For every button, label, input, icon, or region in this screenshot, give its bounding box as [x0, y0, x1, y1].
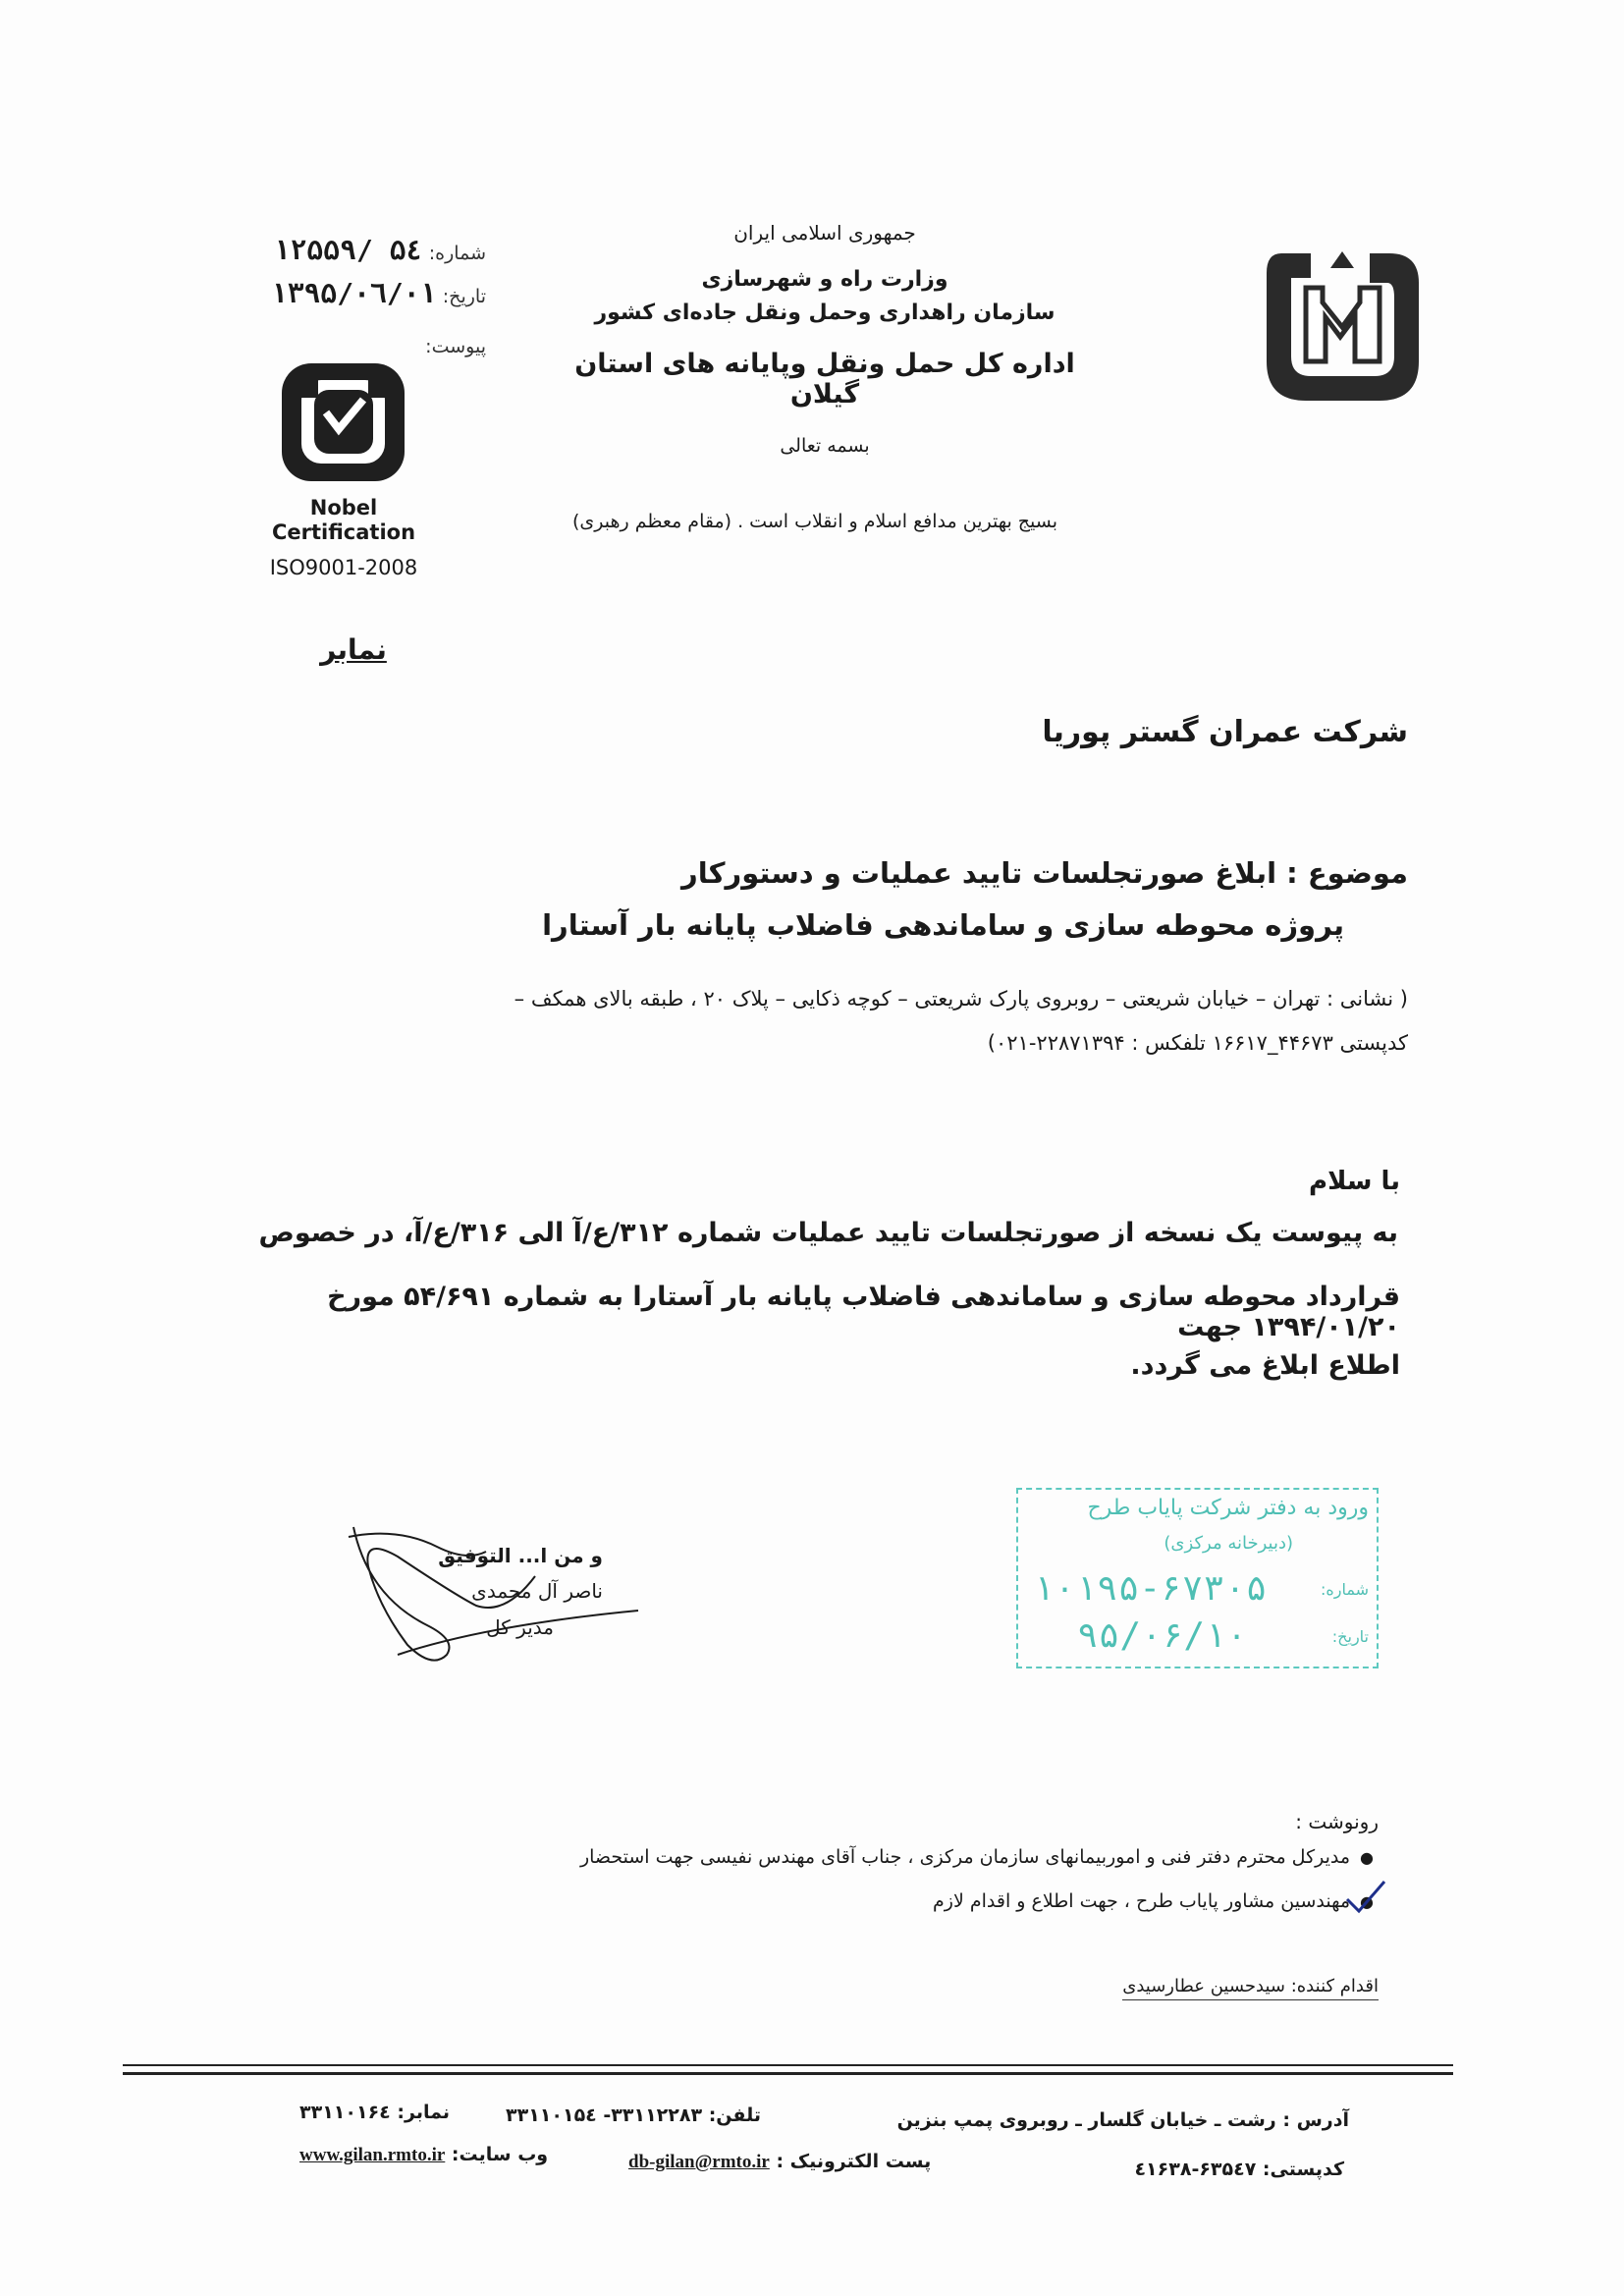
bullet-icon: ● [1360, 1892, 1374, 1911]
address-line-2: کدپستی ۴۴۶۷۳_۱۶۶۱۷ تلفکس : ۲۲۸۷۱۳۹۴-۰۲۱) [987, 1031, 1408, 1055]
nobel-brand: Nobel [309, 496, 378, 519]
footer-email [628, 2151, 931, 2173]
nobel-certification-text [265, 496, 422, 545]
footer-divider [123, 2064, 1453, 2066]
cc-item-text: مهندسین مشاور پایاب طرح ، جهت اطلاع و اقدام لازم [933, 1890, 1351, 1912]
header-ministry: وزارت راه و شهرسازی [701, 267, 948, 292]
footer-email-label: پست الکترونیک : [776, 2151, 932, 2172]
action-by: اقدام کننده: سیدحسین عطارسیدی [1122, 1976, 1379, 2000]
footer-fax: نمابر: ۳۳۱۱۰۱۶٤ [299, 2102, 450, 2123]
cc-title: رونوشت : [1295, 1810, 1379, 1833]
stamp-date-label: تاریخ: [1331, 1627, 1369, 1646]
cc-item-text: مدیرکل محترم دفتر فنی و اموربیمانهای سازمان مرکزی ، جناب آقای مهندس نفیسی جهت استحضار [579, 1846, 1351, 1868]
footer-postal: کدپستی: ۶۳۵٤۷-٤۱۶۳۸ [1134, 2159, 1344, 2180]
stamp-number-value: ۱۰۱۹۵-۶۷۳۰۵ [1033, 1568, 1268, 1609]
letter-date-value: ۱۳۹۵/۰٦/۰۱ [270, 277, 437, 309]
header-organization: سازمان راهداری وحمل ونقل جاده‌ای کشور [594, 301, 1056, 325]
checkmark-icon [1343, 1878, 1387, 1917]
stamp-date-value: ۹۵/۰۶/۱۰ [1077, 1615, 1248, 1656]
iso-standard: ISO9001-2008 [269, 556, 418, 579]
cc-item [933, 1890, 1374, 1912]
stamp-number-label: شماره: [1320, 1580, 1369, 1599]
ministry-logo-icon [1262, 244, 1424, 410]
letter-date-field [241, 277, 486, 309]
fax-heading: نمابر [320, 633, 387, 666]
footer-email-link[interactable]: db-gilan@rmto.ir [628, 2152, 770, 2172]
header-invocation: بسمه تعالی [780, 435, 870, 457]
signature-closing: و من ا... التوفیق [438, 1544, 603, 1567]
body-line-2: قرارداد محوطه سازی و ساماندهی فاضلاب پایانه بار آستارا به شماره ۵۴/۶۹۱ مورخ ۱۳۹۴/۰۱/۲۰ جهت [327, 1282, 1400, 1342]
bullet-icon: ● [1360, 1848, 1374, 1867]
footer-address: آدرس : رشت ـ خیابان گلسار ـ روبروی پمپ بنزین [896, 2109, 1349, 2131]
footer-web-label: وب سایت: [451, 2144, 549, 2165]
footer-web-link[interactable]: www.gilan.rmto.ir [299, 2145, 446, 2165]
header-quote: بسیج بهترین مدافع اسلام و انقلاب است . (مقام معظم رهبری) [571, 511, 1058, 532]
body-line-1: به پیوست یک نسخه از صورتجلسات تایید عملیات شماره ۳۱۲/ع/آ الی ۳۱۶/ع/آ، در خصوص [258, 1218, 1398, 1248]
subject-line-1: موضوع : ابلاغ صورتجلسات تایید عملیات و دستورکار [681, 856, 1408, 890]
attachment-field [241, 334, 486, 357]
address-line-1: ( نشانی : تهران – خیابان شریعتی – روبروی پارک شریعتی – کوچه ذکایی – پلاک ۲۰ ، طبقه بالای همکف – [514, 987, 1408, 1011]
recipient-company: شرکت عمران گستر پوریا [1042, 715, 1408, 749]
footer-web [299, 2144, 548, 2166]
letter-number-value: ۵٤ /۱۲۵۵۹ [273, 234, 423, 266]
letter-number-field [241, 234, 486, 266]
nobel-certification-logo-icon [277, 358, 409, 486]
header-office: اداره کل حمل ونقل وپایانه های استان گیلان [574, 349, 1075, 410]
signature-name: ناصر آل محمدی [471, 1579, 603, 1603]
signature-title: مدیر کل [486, 1615, 554, 1639]
cc-item [580, 1846, 1374, 1868]
receipt-stamp [1016, 1488, 1379, 1668]
letter-number-label: شماره: [428, 243, 486, 264]
nobel-label: Certification [271, 520, 416, 544]
greeting: با سلام [1309, 1167, 1400, 1196]
letter-date-label: تاریخ: [442, 286, 486, 307]
attachment-label: پیوست: [425, 336, 486, 357]
header-republic: جمهوری اسلامی ایران [733, 221, 916, 245]
stamp-subtitle: (دبیرخانه مرکزی) [1164, 1533, 1293, 1554]
footer-divider [123, 2072, 1453, 2075]
subject-line-2: پروژه محوطه سازی و ساماندهی فاضلاب پایانه بار آستارا [542, 908, 1344, 942]
footer-phone: تلفن: ۳۳۱۱۲۲۸۳- ۳۳۱۱۰۱۵٤ [506, 2105, 761, 2126]
body-line-3: اطلاع ابلاغ می گردد. [1130, 1350, 1400, 1381]
stamp-title: ورود به دفتر شرکت پایاب طرح [1087, 1496, 1369, 1520]
